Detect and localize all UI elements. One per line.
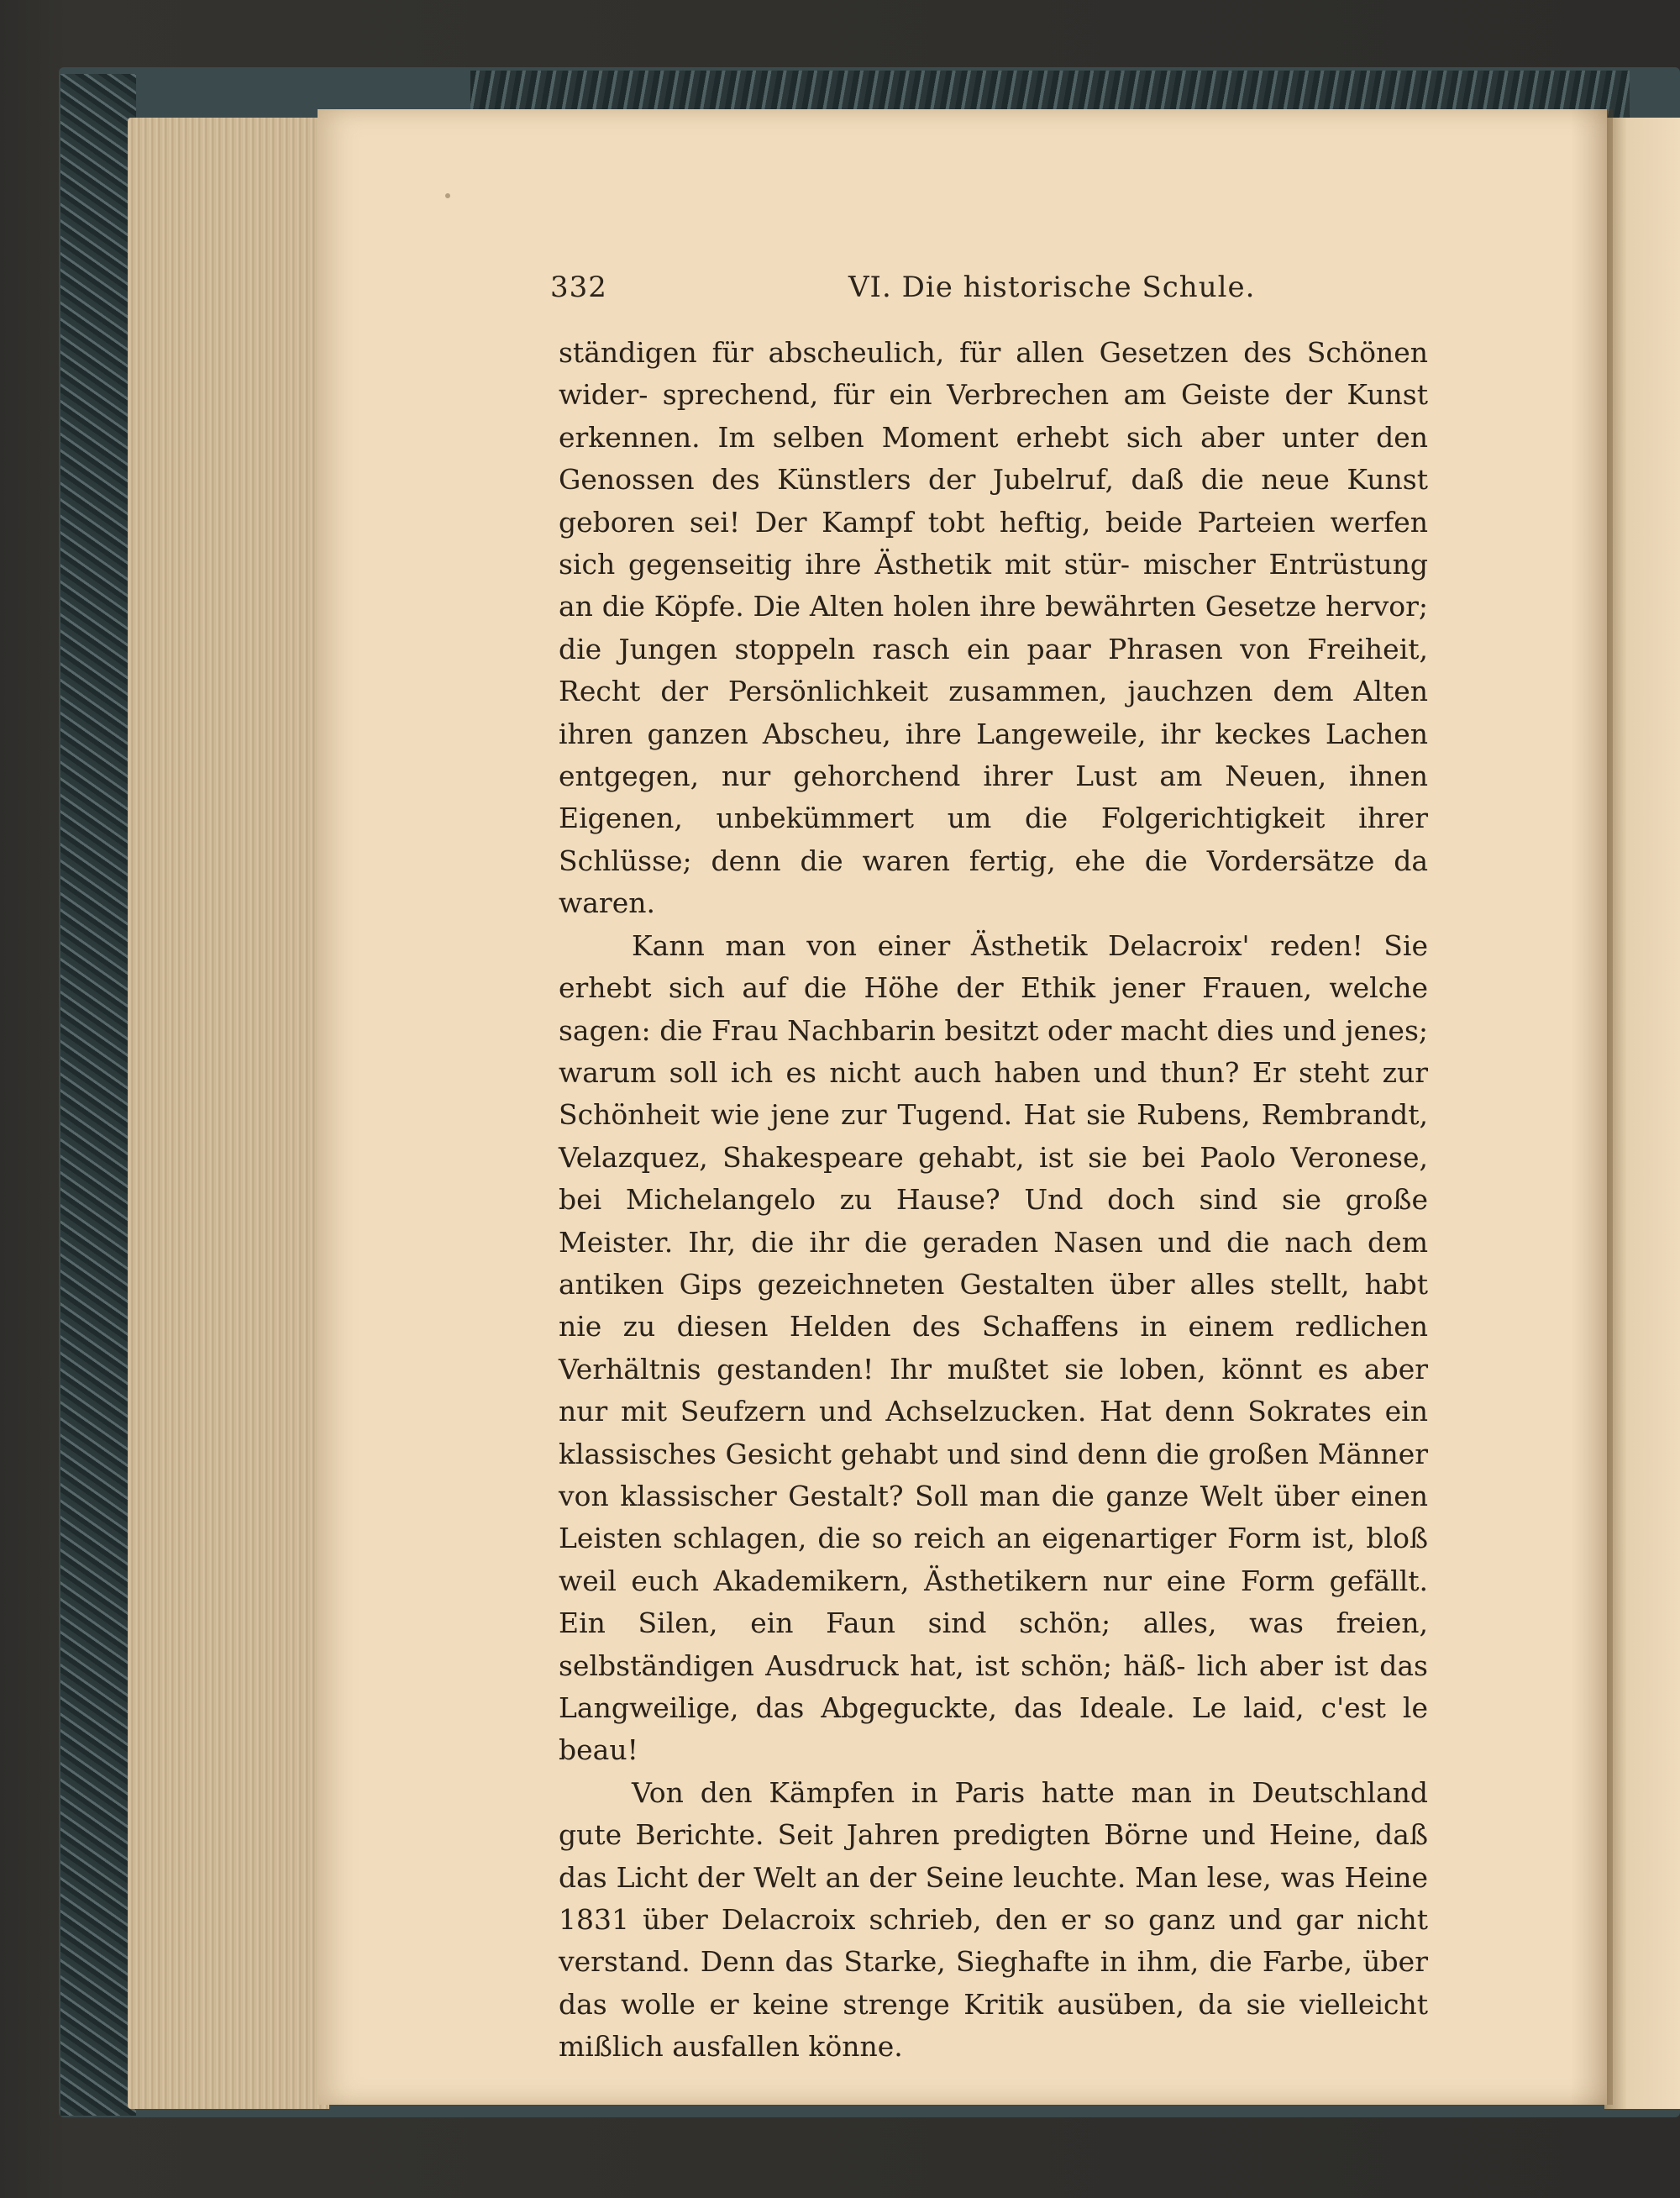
- paragraph-1: ständigen für abscheulich, für allen Gesetzen des Schönen wider- sprechend, für ein Verbrechen am Geiste der Kunst erkennen. Im selben Moment erhebt sich aber unter den Genossen des Künstlers der Jubelruf, daß die neue Kunst geboren sei! Der Kampf tobt heftig, beide Parteien werfen sich gegenseitig ihre Ästhetik mit stür- mischer Entrüstung an die Köpfe. Die Alten holen ihre bewährten Gesetze hervor; die Jungen stoppeln rasch ein paar Phrasen von Freiheit, Recht der Persönlichkeit zusammen, jauchzen dem Alten ihren ganzen Abscheu, ihre Langeweile, ihr keckes Lachen entgegen, nur gehorchend ihrer Lust am Neuen, ihnen Eigenen, unbekümmert um die Folgerichtigkeit ihrer Schlüsse; denn die waren fertig, ehe die Vordersätze da waren.: [559, 336, 1428, 920]
- marbled-endpaper-left: [60, 74, 136, 2116]
- paper-speck: [445, 193, 450, 198]
- body-text: [559, 332, 1428, 2069]
- running-head: [550, 271, 1420, 313]
- paragraph-2: Kann man von einer Ästhetik Delacroix' reden! Sie erhebt sich auf die Höhe der Ethik jener Frauen, welche sagen: die Frau Nachbarin besitzt oder macht dies und jenes; warum soll ich es nicht auch haben und thun? Er steht zur Schönheit wie jene zur Tugend. Hat sie Rubens, Rembrandt, Velazquez, Shakespeare gehabt, ist sie bei Paolo Veronese, bei Michelangelo zu Hause? Und doch sind sie große Meister. Ihr, die ihr die geraden Nasen und die nach dem antiken Gips gezeichneten Gestalten über alles stellt, habt nie zu diesen Helden des Schaffens in einem redlichen Verhältnis gestanden! Ihr mußtet sie loben, könnt es aber nur mit Seufzern und Achselzucken. Hat denn Sokrates ein klassisches Gesicht gehabt und sind denn die großen Männer von klassischer Gestalt? Soll man die ganze Welt über einen Leisten schlagen, die so reich an eigenartiger Form ist, bloß weil euch Akademikern, Ästhetikern nur eine Form gefällt. Ein Silen, ein Faun sind schön; alles, was freien, selbständigen Ausdruck hat, ist schön; häß- lich aber ist das Langweilige, das Abgeguckte, das Ideale. Le laid, c'est le beau!: [559, 928, 1428, 1767]
- paragraph-3: Von den Kämpfen in Paris hatte man in Deutschland gute Berichte. Seit Jahren predigten Börne und Heine, daß das Licht der Welt an der Seine leuchte. Man lese, was Heine 1831 über Delacroix schrieb, den er so ganz und gar nicht verstand. Denn das Starke, Sieghafte in ihm, die Farbe, über das wolle er keine strenge Kritik ausüben, da sie vielleicht mißlich ausfallen könne.: [559, 1775, 1428, 2064]
- gutter-shadow: [1571, 109, 1613, 2105]
- page-block-edges: [128, 118, 329, 2109]
- page-number: 332: [550, 271, 607, 304]
- facing-page-edge: [1604, 118, 1680, 2109]
- chapter-title: VI. Die historische Schule.: [848, 271, 1256, 304]
